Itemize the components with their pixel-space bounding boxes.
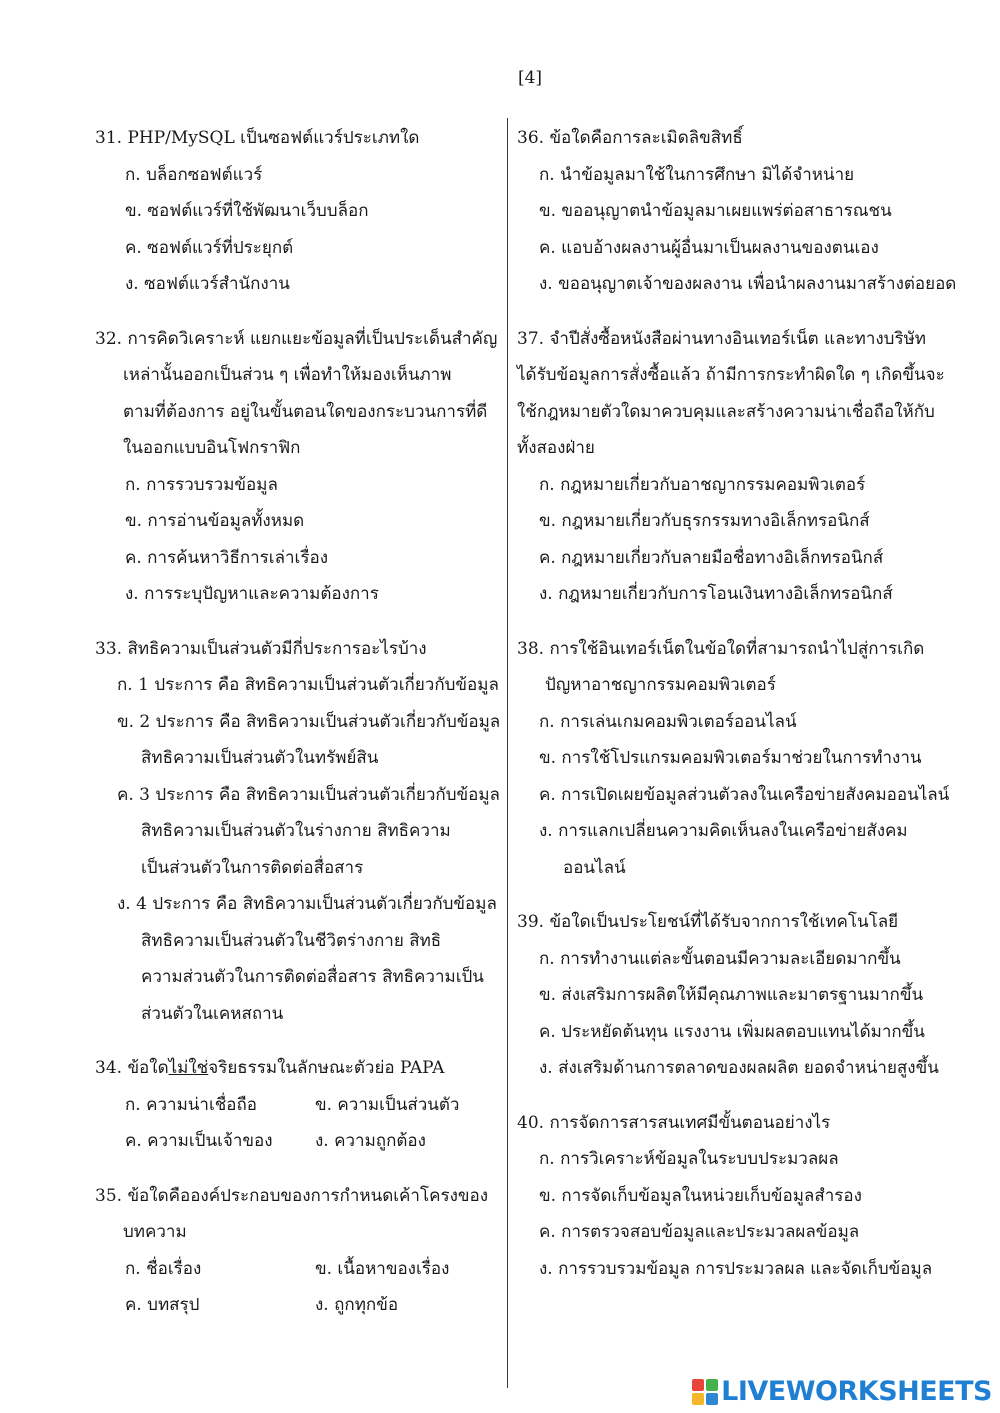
question-suffix: จริยธรรมในลักษณะตัวย่อ PAPA bbox=[208, 1058, 445, 1078]
question-35 bbox=[95, 1178, 500, 1324]
answer-option[interactable]: ค. ความเป็นเจ้าของ bbox=[125, 1131, 273, 1151]
answer-option[interactable]: ค. กฎหมายเกี่ยวกับลายมือชื่อทางอิเล็กทรอนิกส์ bbox=[539, 547, 884, 568]
question-37 bbox=[517, 321, 957, 613]
answer-option[interactable]: ข. กฎหมายเกี่ยวกับธุรกรรมทางอิเล็กทรอนิกส์ bbox=[539, 511, 870, 531]
answer-grid bbox=[95, 1251, 500, 1324]
answer-option[interactable]: ข. ความเป็นส่วนตัว bbox=[315, 1094, 460, 1115]
answer-option-continued: สิทธิความเป็นส่วนตัวในทรัพย์สิน bbox=[141, 748, 379, 768]
answer-option[interactable]: ก. การเล่นเกมคอมพิวเตอร์ออนไลน์ bbox=[539, 711, 797, 732]
answer-option-continued: สิทธิความเป็นส่วนตัวในชีวิตร่างกาย สิทธิ bbox=[141, 930, 442, 951]
answer-option[interactable]: ค. การตรวจสอบข้อมูลและประมวลผลข้อมูล bbox=[539, 1222, 860, 1242]
question-text: ตามที่ต้องการ อยู่ในขั้นตอนใดของกระบวนการที่ดี bbox=[123, 401, 488, 422]
question-text bbox=[95, 1050, 500, 1087]
answer-option-continued: เป็นส่วนตัวในการติดต่อสื่อสาร bbox=[141, 857, 364, 878]
answer-option[interactable]: ข. เนื้อหาของเรื่อง bbox=[315, 1258, 450, 1279]
right-column bbox=[517, 120, 957, 1305]
answer-option[interactable]: ก. นำข้อมูลมาใช้ในการศึกษา มิได้จำหน่าย bbox=[539, 164, 855, 185]
liveworksheets-logo[interactable] bbox=[692, 1376, 992, 1407]
answer-option[interactable]: ง. กฎหมายเกี่ยวกับการโอนเงินทางอิเล็กทรอนิกส์ bbox=[539, 584, 893, 604]
logo-text: LIVEWORKSHEETS bbox=[721, 1376, 992, 1407]
answer-option[interactable]: ข. การใช้โปรแกรมคอมพิวเตอร์มาช่วยในการทำงาน bbox=[539, 748, 922, 768]
answer-option[interactable]: ค. การเปิดเผยข้อมูลส่วนตัวลงในเครือข่ายสังคมออนไลน์ bbox=[539, 784, 950, 805]
answer-option-continued: สิทธิความเป็นส่วนตัวในร่างกาย สิทธิความ bbox=[141, 821, 451, 841]
answer-option[interactable]: ก. การวิเคราะห์ข้อมูลในระบบประมวลผล bbox=[539, 1149, 839, 1169]
question-text: ใช้กฎหมายตัวใดมาควบคุมและสร้างความน่าเชื่อถือให้กับ bbox=[517, 401, 935, 422]
question-text: 39. ข้อใดเป็นประโยชน์ที่ได้รับจากการใช้เทคโนโลยี bbox=[517, 912, 899, 932]
left-column bbox=[95, 120, 500, 1342]
question-text: 37. จำปีสั่งซื้อหนังสือผ่านทางอินเทอร์เน็ต และทางบริษัท bbox=[517, 328, 927, 349]
question-33 bbox=[95, 631, 500, 1033]
question-31 bbox=[95, 120, 500, 303]
question-39 bbox=[517, 904, 957, 1087]
question-32 bbox=[95, 321, 500, 613]
answer-grid bbox=[95, 1087, 500, 1160]
answer-option[interactable]: ง. ถูกทุกข้อ bbox=[315, 1295, 399, 1315]
answer-option[interactable]: ข. ส่งเสริมการผลิตให้มีคุณภาพและมาตรฐานมากขึ้น bbox=[539, 985, 924, 1005]
page-number: [4] bbox=[517, 68, 543, 88]
answer-option[interactable]: ก. การรวบรวมข้อมูล bbox=[125, 474, 278, 495]
column-divider bbox=[507, 118, 508, 1388]
question-prefix: 34. ข้อใด bbox=[95, 1058, 169, 1078]
answer-option-continued: ความส่วนตัวในการติดต่อสื่อสาร สิทธิความเป็น bbox=[141, 967, 484, 987]
answer-option[interactable]: ง. ซอฟต์แวร์สำนักงาน bbox=[125, 274, 290, 294]
answer-option[interactable]: ง. การแลกเปลี่ยนความคิดเห็นลงในเครือข่ายสังคม bbox=[539, 821, 908, 841]
answer-option[interactable]: ค. ซอฟต์แวร์ที่ประยุกต์ bbox=[125, 237, 294, 258]
question-text: 35. ข้อใดคือองค์ประกอบของการกำหนดเค้าโครงของ bbox=[95, 1185, 489, 1206]
answer-option[interactable]: ข. ขออนุญาตนำข้อมูลมาเผยแพร่ต่อสาธารณชน bbox=[539, 201, 892, 221]
question-38 bbox=[517, 631, 957, 887]
answer-option-continued: ส่วนตัวในเคหสถาน bbox=[141, 1003, 284, 1024]
question-text: 33. สิทธิความเป็นส่วนตัวมีกี่ประการอะไรบ้าง bbox=[95, 638, 427, 659]
question-text: บทความ bbox=[123, 1222, 187, 1242]
question-text: ปัญหาอาชญากรรมคอมพิวเตอร์ bbox=[545, 675, 776, 695]
answer-option-continued: ออนไลน์ bbox=[563, 857, 626, 878]
question-text: ได้รับข้อมูลการสั่งซื้อแล้ว ถ้ามีการกระทำผิดใด ๆ เกิดขึ้นจะ bbox=[517, 365, 945, 385]
answer-option[interactable]: ง. ความถูกต้อง bbox=[315, 1131, 426, 1151]
question-text: 32. การคิดวิเคราะห์ แยกแยะข้อมูลที่เป็นประเด็นสำคัญ bbox=[95, 328, 498, 349]
answer-option[interactable]: ง. ขออนุญาตเจ้าของผลงาน เพื่อนำผลงานมาสร้างต่อยอด bbox=[539, 274, 957, 294]
answer-option[interactable]: ข. การอ่านข้อมูลทั้งหมด bbox=[125, 511, 305, 531]
answer-option[interactable]: ค. ประหยัดต้นทุน แรงงาน เพิ่มผลตอบแทนได้มากขึ้น bbox=[539, 1021, 925, 1042]
question-text: 40. การจัดการสารสนเทศมีขั้นตอนอย่างไร bbox=[517, 1112, 831, 1133]
answer-option[interactable]: ง. การระบุปัญหาและความต้องการ bbox=[125, 584, 379, 604]
answer-option[interactable]: ง. 4 ประการ คือ สิทธิความเป็นส่วนตัวเกี่ยวกับข้อมูล bbox=[117, 894, 497, 914]
answer-option[interactable]: ค. 3 ประการ คือ สิทธิความเป็นส่วนตัวเกี่ยวกับข้อมูล bbox=[117, 784, 500, 805]
question-36 bbox=[517, 120, 957, 303]
underlined-word: ไม่ใช่ bbox=[168, 1058, 209, 1078]
answer-option[interactable]: ข. 2 ประการ คือ สิทธิความเป็นส่วนตัวเกี่ยวกับข้อมูล bbox=[117, 711, 501, 732]
answer-option[interactable]: ค. การค้นหาวิธีการเล่าเรื่อง bbox=[125, 547, 329, 568]
answer-option[interactable]: ค. แอบอ้างผลงานผู้อื่นมาเป็นผลงานของตนเอง bbox=[539, 237, 879, 258]
question-text: 36. ข้อใดคือการละเมิดลิขสิทธิ์ bbox=[517, 128, 743, 148]
answer-option[interactable]: ค. บทสรุป bbox=[125, 1295, 200, 1315]
question-text: ในออกแบบอินโฟกราฟิก bbox=[123, 438, 301, 458]
answer-option[interactable]: ก. การทำงานแต่ละขั้นตอนมีความละเอียดมากขึ้น bbox=[539, 948, 901, 969]
question-40 bbox=[517, 1105, 957, 1288]
answer-option[interactable]: ก. บล็อกซอฟต์แวร์ bbox=[125, 164, 263, 185]
question-34 bbox=[95, 1050, 500, 1160]
answer-option[interactable]: ก. ชื่อเรื่อง bbox=[125, 1258, 202, 1279]
logo-blocks-icon bbox=[692, 1379, 718, 1405]
answer-option[interactable]: ก. กฎหมายเกี่ยวกับอาชญากรรมคอมพิวเตอร์ bbox=[539, 474, 866, 495]
answer-option[interactable]: ง. การรวบรวมข้อมูล การประมวลผล และจัดเก็บข้อมูล bbox=[539, 1258, 933, 1279]
question-text: ทั้งสองฝ่าย bbox=[517, 438, 595, 458]
question-text: 38. การใช้อินเทอร์เน็ตในข้อใดที่สามารถนำไปสู่การเกิด bbox=[517, 638, 925, 659]
answer-option[interactable]: ง. ส่งเสริมด้านการตลาดของผลผลิต ยอดจำหน่ายสูงขึ้น bbox=[539, 1058, 939, 1078]
answer-option[interactable]: ก. ความน่าเชื่อถือ bbox=[125, 1094, 257, 1115]
question-text: เหล่านั้นออกเป็นส่วน ๆ เพื่อทำให้มองเห็นภาพ bbox=[123, 365, 452, 385]
answer-option[interactable]: ก. 1 ประการ คือ สิทธิความเป็นส่วนตัวเกี่ยวกับข้อมูล bbox=[117, 675, 499, 695]
question-text: 31. PHP/MySQL เป็นซอฟต์แวร์ประเภทใด bbox=[95, 128, 420, 148]
answer-option[interactable]: ข. ซอฟต์แวร์ที่ใช้พัฒนาเว็บบล็อก bbox=[125, 201, 369, 221]
answer-option[interactable]: ข. การจัดเก็บข้อมูลในหน่วยเก็บข้อมูลสำรอง bbox=[539, 1185, 862, 1206]
